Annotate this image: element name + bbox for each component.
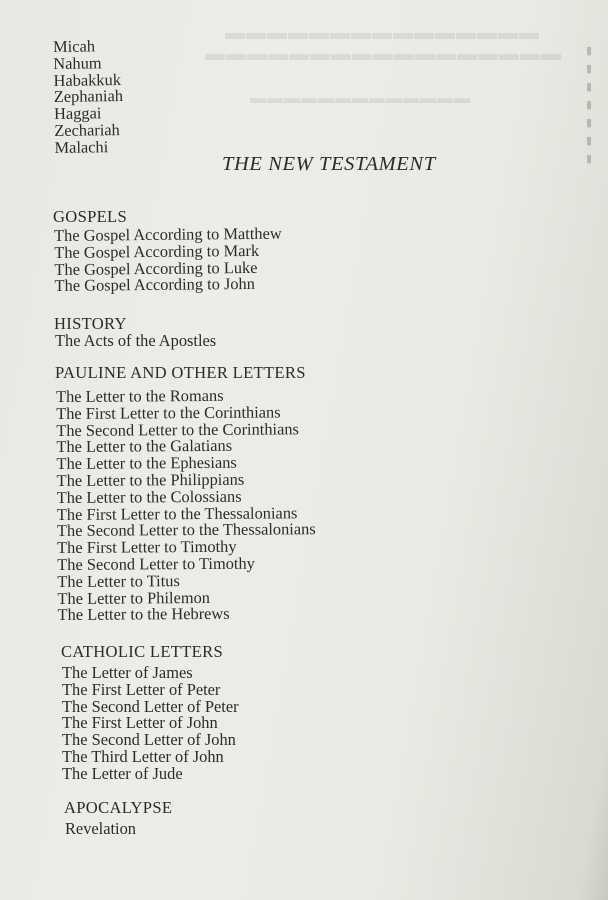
catholic-letters-list xyxy=(62,665,239,783)
section-heading-pauline-letters: PAULINE AND OTHER LETTERS xyxy=(55,363,306,382)
list-item: The Second Letter of John xyxy=(62,730,236,750)
show-through-line: ▬▬▬▬▬▬▬▬▬▬▬▬▬ xyxy=(250,90,471,107)
section-heading-gospels: GOSPELS xyxy=(53,207,128,226)
show-through-line: ▬▬▬▬▬▬▬▬▬▬▬▬▬▬▬ xyxy=(225,22,540,44)
list-item: The Gospel According to Mark xyxy=(54,240,260,262)
list-item: Nahum xyxy=(53,53,102,73)
list-item: The Gospel According to Matthew xyxy=(53,223,282,245)
list-item: The Letter to the Ephesians xyxy=(56,452,237,474)
list-item: The Letter to Titus xyxy=(57,570,180,591)
list-item: The Second Letter to the Thessalonians xyxy=(56,519,316,541)
pauline-letters-list xyxy=(56,387,316,624)
history-list xyxy=(55,333,216,350)
list-item: The Letter to the Philippians xyxy=(56,469,245,490)
list-item: The First Letter to the Thessalonians xyxy=(56,502,298,524)
list-item: The First Letter to Timothy xyxy=(57,536,237,558)
list-item: Zephaniah xyxy=(53,86,124,107)
list-item: The Letter of Jude xyxy=(62,763,183,783)
list-item: The Acts of the Apostles xyxy=(55,331,217,350)
list-item: The Letter to the Romans xyxy=(55,385,224,406)
apocalypse-list xyxy=(65,821,136,838)
section-heading-apocalypse: APOCALYPSE xyxy=(64,798,173,817)
list-item: The Letter to the Hebrews xyxy=(57,604,230,625)
cropped-page-number-mark: ▮ xyxy=(586,81,593,93)
list-item: The Letter to the Colossians xyxy=(56,486,242,507)
cropped-page-number-mark: ▮ xyxy=(586,63,593,75)
list-item: The Letter to the Galatians xyxy=(56,436,233,457)
cropped-page-number-mark: ▮ xyxy=(586,117,593,129)
list-item: The Second Letter to Timothy xyxy=(57,553,255,574)
page-title: THE NEW TESTAMENT xyxy=(222,153,436,175)
section-heading-catholic-letters: CATHOLIC LETTERS xyxy=(61,642,223,661)
list-item: Habakkuk xyxy=(53,69,122,90)
cropped-page-number-mark: ▮ xyxy=(586,99,593,111)
list-item: Revelation xyxy=(65,819,137,838)
cropped-page-number-mark: ▮ xyxy=(586,153,593,165)
list-item: The Second Letter to the Corinthians xyxy=(56,418,299,440)
list-item: The Letter of James xyxy=(62,663,193,682)
list-item: The Second Letter of Peter xyxy=(62,696,239,716)
list-item: Micah xyxy=(52,36,96,56)
list-item: Zechariah xyxy=(54,120,120,140)
section-heading-history: HISTORY xyxy=(54,314,127,333)
list-item: Haggai xyxy=(53,103,102,124)
list-item: Malachi xyxy=(54,137,109,157)
show-through-line: ▬▬▬▬▬▬▬▬▬▬▬▬▬▬▬▬▬ xyxy=(205,43,562,65)
list-item: The First Letter of Peter xyxy=(62,679,221,699)
list-item: The Gospel According to Luke xyxy=(54,257,258,279)
list-item: The Third Letter of John xyxy=(62,746,224,766)
list-item: The Gospel According to John xyxy=(54,274,255,296)
cropped-page-number-mark: ▮ xyxy=(586,45,593,57)
list-item: The First Letter of John xyxy=(62,713,218,733)
cropped-page-number-mark: ▮ xyxy=(586,135,593,147)
list-item: The Letter to Philemon xyxy=(57,587,211,608)
gospels-list xyxy=(53,223,282,296)
prophets-list xyxy=(53,38,124,157)
list-item: The First Letter to the Corinthians xyxy=(56,402,281,423)
